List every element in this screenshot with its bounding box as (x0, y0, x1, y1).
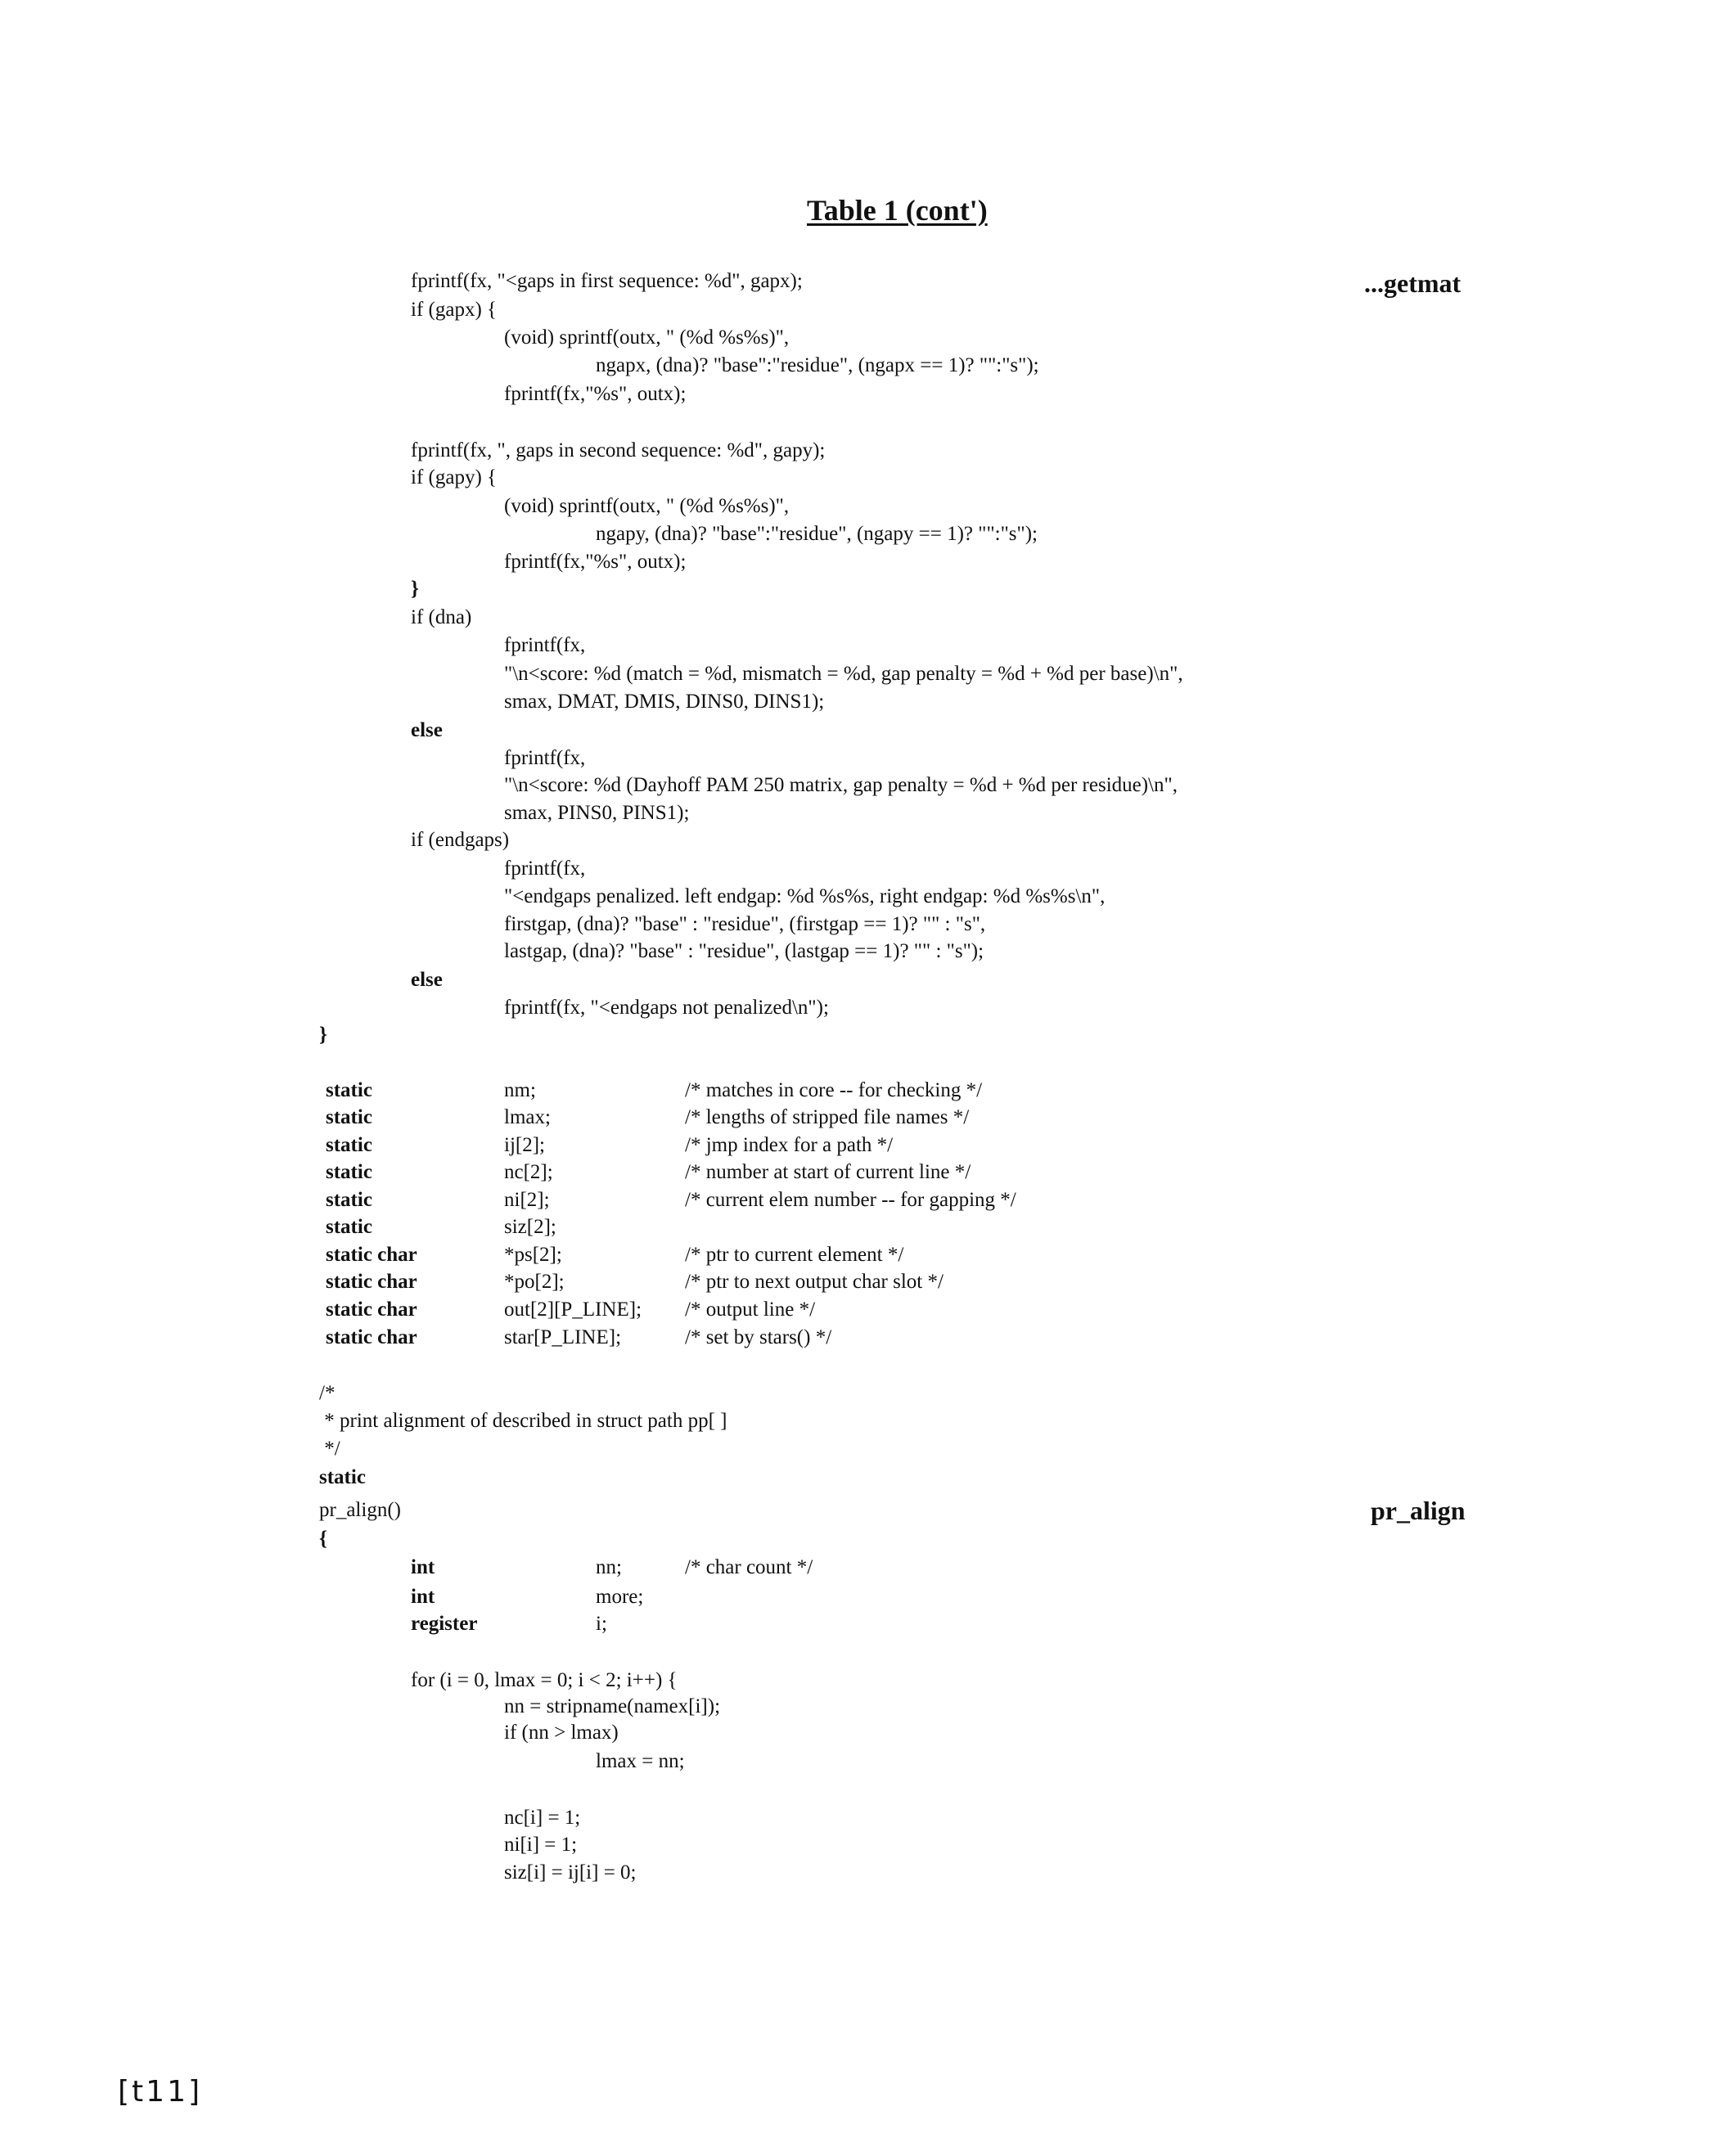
code-line: if (endgaps) (411, 829, 510, 851)
decl-name: star[P_LINE]; (504, 1326, 622, 1348)
code-line: smax, DMAT, DMIS, DINS0, DINS1); (504, 691, 825, 713)
code-line: "\n<score: %d (match = %d, mismatch = %d, gap penalty = %d + %d per base)\n", (504, 663, 1183, 685)
local-comment: /* char count */ (685, 1556, 813, 1578)
local-name: more; (596, 1586, 644, 1608)
function-signature: pr_align() (319, 1499, 401, 1521)
code-line: if (nn > lmax) (504, 1722, 619, 1744)
code-line: if (gapx) { (411, 299, 498, 321)
local-type: int (411, 1586, 435, 1608)
decl-name: nc[2]; (504, 1161, 553, 1183)
decl-type: static (326, 1216, 372, 1238)
decl-comment: /* ptr to current element */ (685, 1244, 904, 1266)
decl-name: ij[2]; (504, 1134, 545, 1156)
code-line: (void) sprintf(outx, " (%d %s%s)", (504, 326, 790, 349)
decl-comment: /* current elem number -- for gapping */ (685, 1189, 1016, 1211)
code-line: fprintf(fx, "<endgaps not penalized\n"); (504, 997, 829, 1019)
decl-type: static char (326, 1326, 417, 1348)
page-number: [t11] (118, 2075, 203, 2109)
local-name: i; (596, 1613, 607, 1635)
decl-name: lmax; (504, 1106, 551, 1128)
decl-type: static (326, 1079, 372, 1101)
local-type: register (411, 1613, 478, 1635)
code-line: for (i = 0, lmax = 0; i < 2; i++) { (411, 1669, 678, 1691)
decl-name: nm; (504, 1079, 536, 1101)
decl-comment: /* matches in core -- for checking */ (685, 1079, 983, 1101)
code-line: if (dna) (411, 606, 472, 628)
decl-name: siz[2]; (504, 1216, 556, 1238)
code-line: ngapy, (dna)? "base":"residue", (ngapy == 1)? "":"s"); (596, 523, 1038, 545)
code-line: "<endgaps penalized. left endgap: %d %s%s, right endgap: %d %s%s\n", (504, 885, 1106, 907)
decl-comment: /* output line */ (685, 1299, 816, 1321)
code-line: lastgap, (dna)? "base" : "residue", (lastgap == 1)? "" : "s"); (504, 940, 984, 962)
comment-line: */ (319, 1438, 340, 1460)
code-line: fprintf(fx,"%s", outx); (504, 383, 687, 405)
decl-type: static (326, 1161, 372, 1183)
local-name: nn; (596, 1556, 622, 1578)
decl-name: ni[2]; (504, 1189, 550, 1211)
code-line: fprintf(fx, (504, 747, 586, 769)
code-line: } (411, 578, 419, 600)
code-line: fprintf(fx, "<gaps in first sequence: %d", gapx); (411, 270, 803, 292)
code-line: nc[i] = 1; (504, 1807, 581, 1829)
code-line: else (411, 719, 443, 741)
comment-line: /* (319, 1382, 336, 1404)
code-line: } (319, 1024, 327, 1046)
decl-type: static (326, 1189, 372, 1211)
code-line: lmax = nn; (596, 1750, 685, 1772)
decl-comment: /* ptr to next output char slot */ (685, 1271, 944, 1293)
decl-type: static (326, 1106, 372, 1128)
code-line: nn = stripname(namex[i]); (504, 1695, 721, 1717)
code-line: ni[i] = 1; (504, 1834, 578, 1856)
page-title: Table 1 (cont') (807, 194, 988, 227)
code-line: siz[i] = ij[i] = 0; (504, 1861, 637, 1884)
code-line: smax, PINS0, PINS1); (504, 802, 690, 824)
decl-comment: /* jmp index for a path */ (685, 1134, 894, 1156)
code-line: "\n<score: %d (Dayhoff PAM 250 matrix, gap penalty = %d + %d per residue)\n", (504, 774, 1178, 796)
local-type: int (411, 1556, 435, 1578)
open-brace: { (319, 1528, 327, 1550)
code-line: if (gapy) { (411, 466, 498, 488)
code-line: firstgap, (dna)? "base" : "residue", (firstgap == 1)? "" : "s", (504, 913, 986, 935)
decl-comment: /* lengths of stripped file names */ (685, 1106, 970, 1128)
section-label-getmat: ...getmat (1364, 268, 1462, 298)
decl-name: *po[2]; (504, 1271, 565, 1293)
storage-class: static (319, 1466, 366, 1488)
decl-comment: /* number at start of current line */ (685, 1161, 971, 1183)
decl-name: out[2][P_LINE]; (504, 1299, 642, 1321)
decl-type: static char (326, 1244, 417, 1266)
code-line: fprintf(fx,"%s", outx); (504, 551, 687, 573)
decl-type: static (326, 1134, 372, 1156)
decl-comment: /* set by stars() */ (685, 1326, 832, 1348)
decl-type: static char (326, 1299, 417, 1321)
section-label-pr-align: pr_align (1371, 1496, 1466, 1525)
decl-type: static char (326, 1271, 417, 1293)
decl-name: *ps[2]; (504, 1244, 562, 1266)
code-line: fprintf(fx, (504, 857, 586, 880)
comment-line: * print alignment of described in struct path pp[ ] (319, 1410, 727, 1432)
code-line: fprintf(fx, (504, 634, 586, 656)
code-line: ngapx, (dna)? "base":"residue", (ngapx == 1)? "":"s"); (596, 354, 1039, 376)
code-line: else (411, 969, 443, 991)
code-line: (void) sprintf(outx, " (%d %s%s)", (504, 495, 790, 517)
code-line: fprintf(fx, ", gaps in second sequence: %d", gapy); (411, 439, 826, 461)
